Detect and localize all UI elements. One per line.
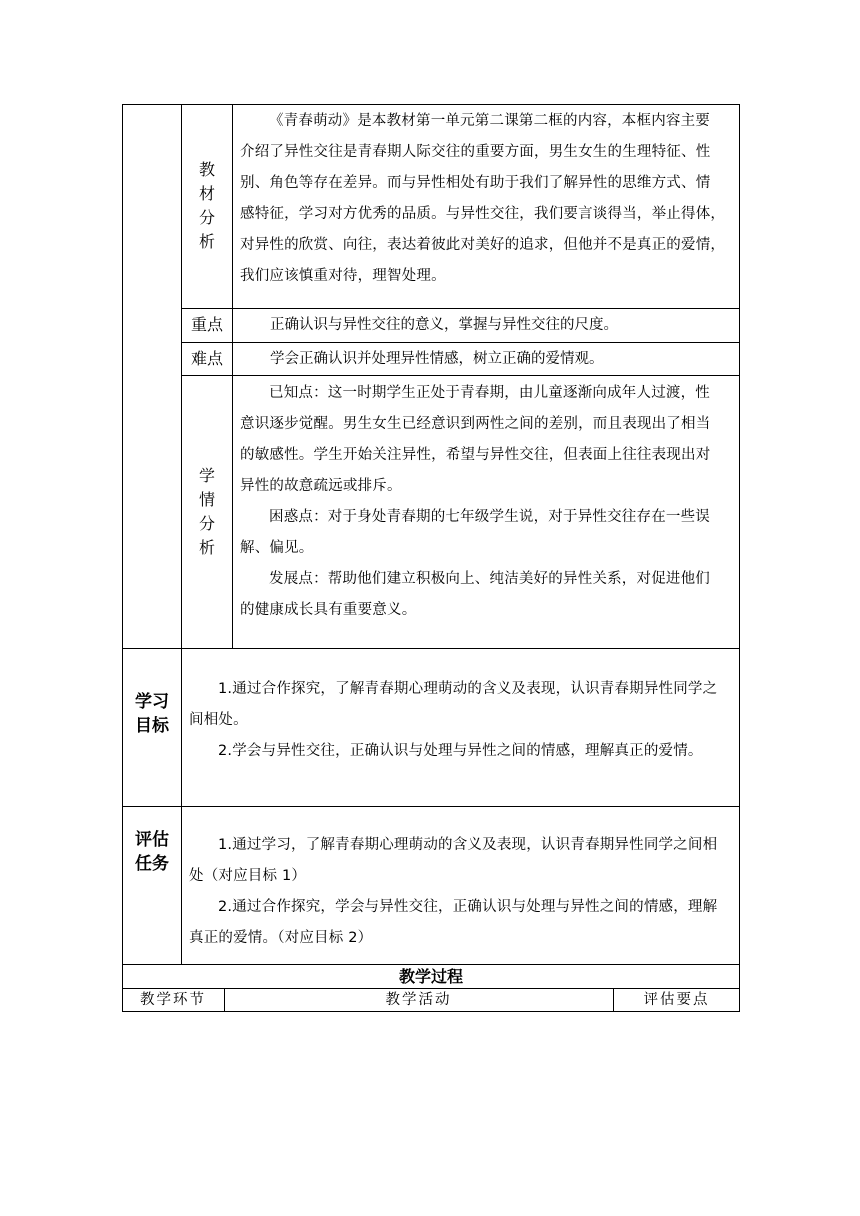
learning-goals-label: 学习 目标 [135, 692, 169, 736]
learning-goals-text: 1.通过合作探究，了解青春期心理萌动的含义及表现，认识青春期异性同学之 间相处。 2.学会与异性交往，正确认识与处理与异性之间的情感，理解真正的爱情。 [189, 681, 718, 759]
assessment-tasks-text: 1.通过学习，了解青春期心理萌动的含义及表现，认识青春期异性同学之间相 处（对应目标 1） 2.通过合作探究，学会与异性交往，正确认识与处理与异性之间的情感，理解 真正的爱情。（对应目标 2） [189, 837, 718, 946]
material-analysis-label: 教 材 分 析 [198, 160, 215, 251]
header-assessment-points: 评估要点 [643, 992, 710, 1008]
teaching-process-title: 教学过程 [398, 967, 463, 986]
key-point-label: 重点 [191, 315, 224, 334]
header-teaching-activity: 教学活动 [385, 992, 452, 1008]
key-point-text: 正确认识与异性交往的意义，掌握与异性交往的尺度。 [270, 317, 618, 333]
assessment-tasks-label: 评估 任务 [135, 830, 169, 874]
difficulty-text: 学会正确认识并处理异性情感，树立正确的爱情观。 [270, 351, 604, 367]
header-teaching-stage: 教学环节 [140, 992, 206, 1008]
material-analysis-text: 《青春萌动》是本教材第一单元第二课第二框的内容，本框内容主要 介绍了异性交往是青春期人际交往的重要方面，男生女生的生理特征、性 别、角色等存在差异。而与异性相处有助于我们了解异性的思维方式、情 感特征，学习对方优秀的品质。与异性交往，我们要言谈得当，举止得体， 对异性的欣赏、向往，表达着彼此对美好的追求，但他并不是真正的爱情， 我们应该慎重对待，理智处理。 [240, 113, 726, 284]
student-analysis-label: 学 情 分 析 [198, 466, 215, 557]
difficulty-label: 难点 [191, 349, 224, 368]
student-analysis-text: 已知点：这一时期学生正处于青春期，由儿童逐渐向成年人过渡，性 意识逐步觉醒。男生女生已经意识到两性之间的差别，而且表现出了相当 的敏感性。学生开始关注异性，希望与异性交往，但表面上往往表现出对 异性的故意疏远或排斥。 困惑点：对于身处青春期的七年级学生说，对于异性交往存在一些误 解、偏见。 发展点：帮助他们建立积极向上、纯洁美好的异性关系，对促进他们 的健康成长具有重要意义。 [240, 385, 711, 618]
